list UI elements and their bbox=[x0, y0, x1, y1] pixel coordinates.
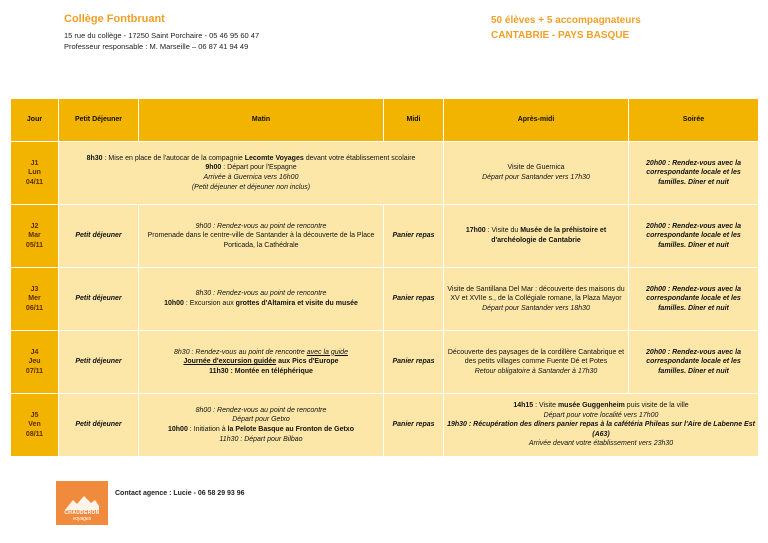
breakfast-cell: Petit déjeuner bbox=[59, 331, 139, 394]
time: 17h00 bbox=[465, 227, 486, 235]
text: aux Pics d'Europe bbox=[276, 358, 339, 366]
day-row bbox=[11, 394, 759, 457]
morning-line bbox=[62, 163, 440, 173]
breakfast-cell: Petit déjeuner bbox=[59, 205, 139, 268]
activity: Promenade dans le centre-ville de Santander à la découverte de la Place Porticada, la Cathédrale bbox=[147, 232, 375, 249]
day-id: J4 bbox=[30, 348, 39, 356]
header-row bbox=[11, 99, 759, 142]
school-name: Collège Fontbruant bbox=[64, 13, 165, 25]
arrival: Arrivée devant votre établissement vers 23h30 bbox=[528, 440, 674, 448]
teacher-contact: Professeur responsable : M. Marseille – 06 87 41 94 49 bbox=[64, 42, 249, 51]
day-cell bbox=[11, 331, 59, 394]
day-date: 07/11 bbox=[25, 367, 44, 375]
pelota: la Pelote Basque au Fronton de Getxo bbox=[227, 426, 354, 433]
day-cell bbox=[11, 268, 59, 331]
col-header-lunch: Midi bbox=[384, 99, 444, 142]
afternoon-cell bbox=[444, 331, 629, 394]
lunch-cell: Panier repas bbox=[384, 394, 444, 457]
morning-cell bbox=[139, 205, 384, 268]
day-date: 08/11 bbox=[25, 430, 44, 438]
col-header-afternoon: Après-midi bbox=[444, 99, 629, 142]
guided: guidée bbox=[253, 358, 277, 366]
mountain-icon bbox=[65, 494, 99, 510]
time: 14h15 bbox=[513, 402, 534, 410]
day-row bbox=[11, 142, 759, 205]
school-address: 15 rue du collège - 17250 Saint Porchaire - 05 46 95 60 47 bbox=[64, 31, 260, 40]
group-size: 50 élèves + 5 accompagnateurs bbox=[491, 15, 641, 26]
meeting: 9h00 : Rendez-vous au point de rencontre bbox=[195, 222, 327, 230]
col-header-breakfast: Petit Déjeuner bbox=[59, 99, 139, 142]
time: 8h30 bbox=[86, 154, 103, 162]
guide: avec la guide bbox=[306, 348, 348, 356]
breakfast-cell: Petit déjeuner bbox=[59, 268, 139, 331]
day-weekday: Jeu bbox=[28, 358, 41, 366]
meeting bbox=[142, 348, 380, 358]
agency-contact: Contact agence : Lucie - 06 58 29 93 96 bbox=[115, 490, 245, 497]
evening-cell: 20h00 : Rendez-vous avec la correspondante locale et les familles. Dîner et nuit bbox=[629, 268, 759, 331]
school-header bbox=[64, 13, 259, 52]
trip-header bbox=[491, 13, 641, 43]
lunch-cell: Panier repas bbox=[384, 205, 444, 268]
day-date: 04/11 bbox=[25, 178, 44, 186]
museum: musée Guggenheim bbox=[557, 402, 625, 410]
schedule-table bbox=[10, 98, 759, 457]
evening-cell: 20h00 : Rendez-vous avec la correspondante locale et les familles. Dîner et nuit bbox=[629, 142, 759, 205]
breakfast-cell: Petit déjeuner bbox=[59, 394, 139, 457]
text: : Mise en place de l'autocar de la compagnie bbox=[102, 154, 245, 162]
evening-cell: 20h00 : Rendez-vous avec la correspondante locale et les familles. Dîner et nuit bbox=[629, 205, 759, 268]
morning-cell bbox=[139, 331, 384, 394]
meeting: 8h00 : Rendez-vous au point de rencontre bbox=[195, 406, 327, 414]
day-id: J1 bbox=[30, 159, 39, 167]
activity bbox=[142, 425, 380, 435]
visit: Découverte des paysages de la cordillère Cantabrique et des petits villages comme Fuente Dé et Potes bbox=[447, 348, 625, 366]
meeting: 8h30 : Rendez-vous au point de rencontre bbox=[195, 290, 327, 298]
lunch-cell: Panier repas bbox=[384, 268, 444, 331]
visit: Visite de Guernica bbox=[507, 164, 565, 172]
day-row bbox=[11, 268, 759, 331]
col-header-morning: Matin bbox=[139, 99, 384, 142]
meal-note: (Petit déjeuner et déjeuner non inclus) bbox=[191, 183, 311, 191]
departure: Départ pour Getxo bbox=[232, 416, 290, 424]
day-date: 05/11 bbox=[25, 241, 44, 249]
text: 8h30 : Rendez-vous au point de rencontre bbox=[174, 348, 307, 356]
day-cell bbox=[11, 205, 59, 268]
cable-car: 11h30 : Montée en téléphérique bbox=[209, 367, 313, 375]
day-cell bbox=[11, 142, 59, 205]
afternoon-cell bbox=[444, 394, 759, 457]
col-header-day: Jour bbox=[11, 99, 59, 142]
evening-cell: 20h00 : Rendez-vous avec la correspondante locale et les familles. Dîner et nuit bbox=[629, 331, 759, 394]
text: : Visite du bbox=[485, 227, 521, 235]
morning-cell bbox=[139, 394, 384, 457]
text: : Visite bbox=[533, 402, 558, 410]
bus-company: Lecomte Voyages bbox=[244, 154, 304, 162]
departure: Départ pour Santander vers 18h30 bbox=[482, 304, 590, 312]
departure: Départ pour votre localité vers 17h00 bbox=[543, 411, 659, 419]
text: : Excursion aux bbox=[183, 300, 236, 307]
museum: Musée de la préhistoire et d'archéologie de Cantabrie bbox=[491, 227, 607, 244]
departure: Départ pour Santander vers 17h30 bbox=[482, 174, 590, 181]
visit: Visite de Santillana Del Mar : découverte des maisons du XV et XVIIe s., de la Collégiale romane, la Plaza Mayor bbox=[447, 285, 625, 303]
col-header-evening: Soirée bbox=[629, 99, 759, 142]
day-date: 06/11 bbox=[25, 304, 44, 312]
logo-name: CHAUDERON bbox=[64, 510, 100, 516]
excursion: grottes d'Altamira et visite du musée bbox=[235, 300, 358, 307]
time: 10h00 bbox=[164, 300, 184, 307]
activity bbox=[142, 299, 380, 309]
text: puis visite de la ville bbox=[624, 402, 689, 410]
dinner-pickup: 19h30 : Récupération des dîners panier repas à la cafétéria Phileas sur l'Aire de Labenne Est (A63) bbox=[447, 421, 755, 438]
day-id: J5 bbox=[30, 411, 39, 419]
text: : Initiation à bbox=[187, 426, 228, 433]
day-weekday: Lun bbox=[28, 169, 41, 177]
afternoon-cell bbox=[444, 205, 629, 268]
day-weekday: Mer bbox=[28, 295, 41, 303]
return: Retour obligatoire à Santander à 17h30 bbox=[474, 367, 598, 375]
logo-sub: voyages bbox=[72, 516, 92, 522]
destination: CANTABRIE - PAYS BASQUE bbox=[491, 30, 630, 41]
text: : Départ pour l'Espagne bbox=[221, 164, 297, 172]
day-row bbox=[11, 205, 759, 268]
visit bbox=[447, 401, 755, 411]
departure: 11h30 : Départ pour Bilbao bbox=[219, 435, 303, 443]
excursion bbox=[142, 357, 380, 367]
afternoon-cell bbox=[444, 268, 629, 331]
day-weekday: Ven bbox=[28, 421, 41, 429]
morning-line bbox=[62, 154, 440, 164]
text: Journée d'excursion bbox=[183, 358, 254, 366]
arrival: Arrivée à Guernica vers 16h00 bbox=[203, 174, 299, 181]
day-row bbox=[11, 331, 759, 394]
day-weekday: Mar bbox=[28, 232, 41, 240]
day-id: J2 bbox=[30, 222, 39, 230]
lunch-cell: Panier repas bbox=[384, 331, 444, 394]
time: 9h00 bbox=[205, 164, 222, 172]
morning-cell bbox=[139, 268, 384, 331]
afternoon-cell bbox=[444, 142, 629, 205]
day-cell bbox=[11, 394, 59, 457]
morning-cell bbox=[59, 142, 444, 205]
text: devant votre établissement scolaire bbox=[303, 154, 416, 162]
time: 10h00 bbox=[168, 426, 188, 433]
agency-logo bbox=[56, 481, 108, 525]
day-id: J3 bbox=[30, 285, 39, 293]
